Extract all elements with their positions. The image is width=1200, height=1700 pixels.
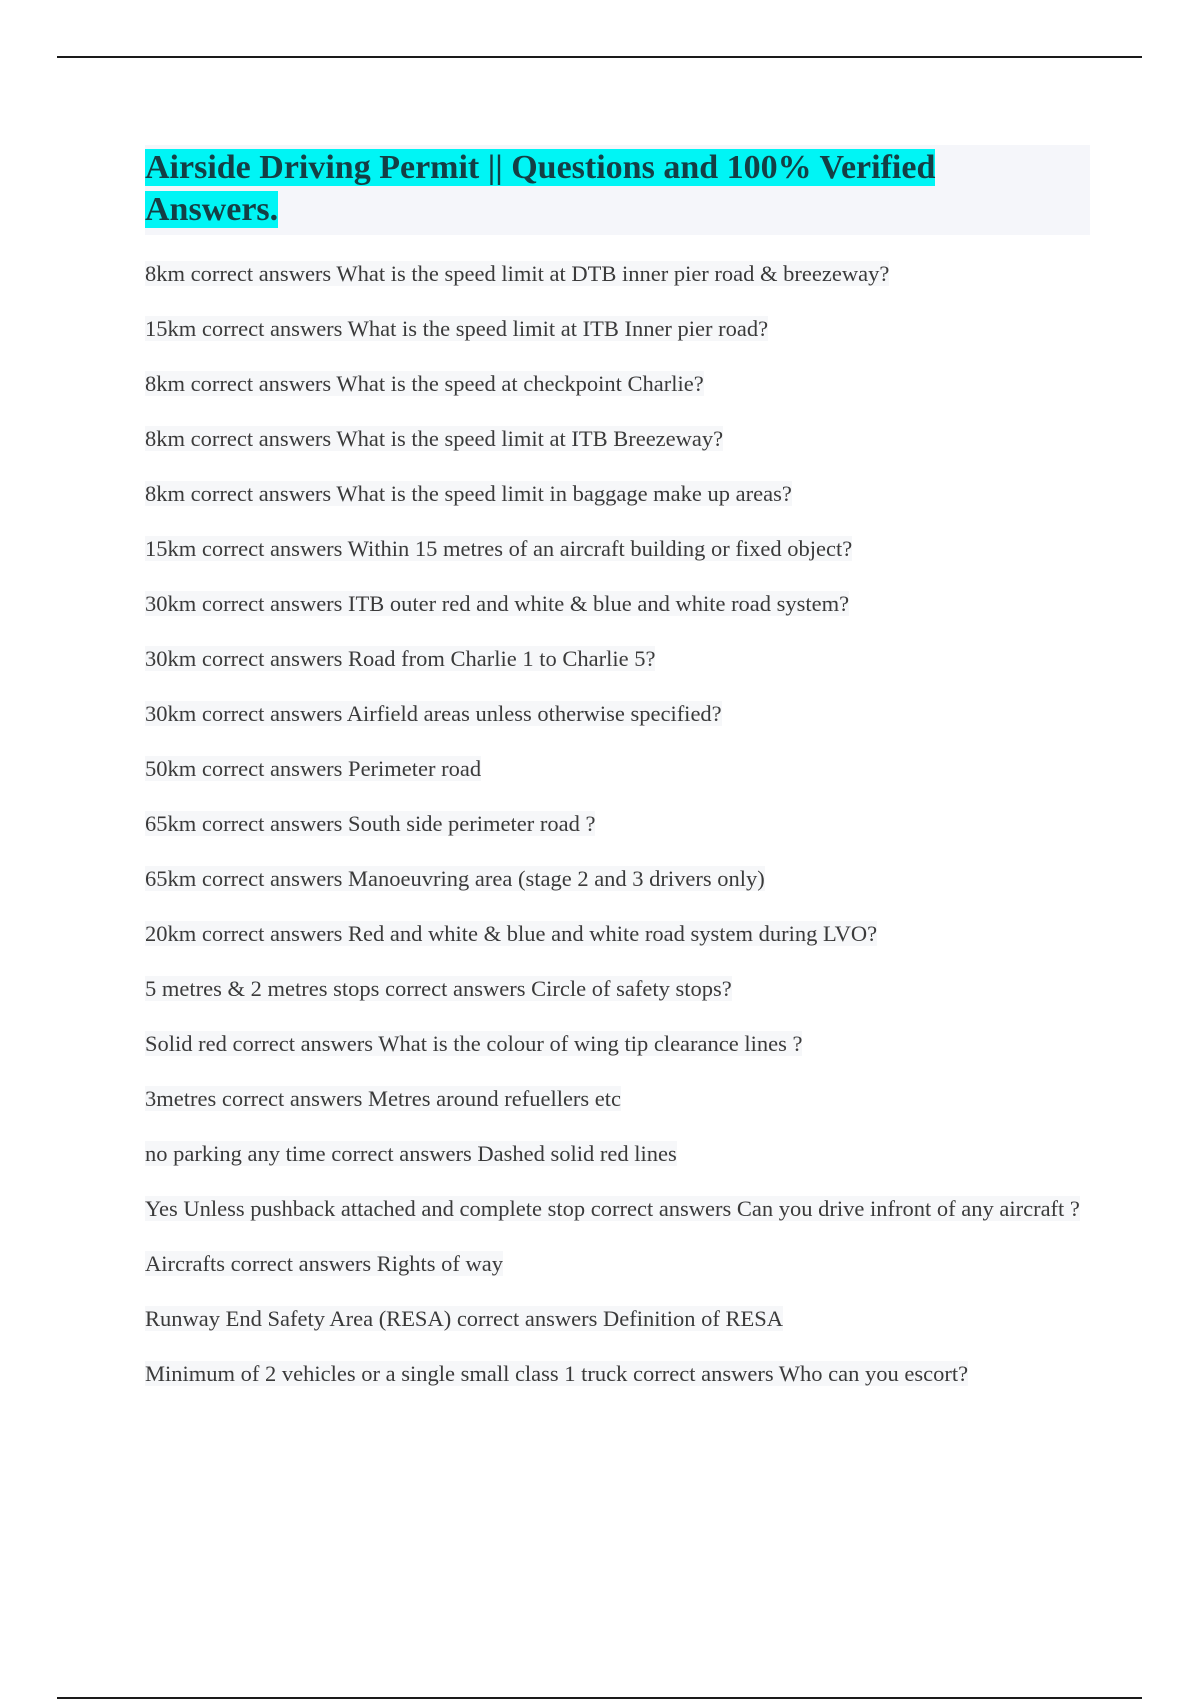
qa-item-text: 15km correct answers What is the speed limit at ITB Inner pier road? bbox=[145, 316, 769, 341]
title-block bbox=[145, 145, 1090, 235]
qa-item bbox=[145, 369, 1090, 398]
qa-item-text: Minimum of 2 vehicles or a single small class 1 truck correct answers Who can you escort? bbox=[145, 1361, 969, 1386]
qa-item bbox=[145, 479, 1090, 508]
qa-item bbox=[145, 1139, 1090, 1168]
qa-item bbox=[145, 644, 1090, 673]
qa-list bbox=[145, 259, 1090, 1388]
qa-item-text: 5 metres & 2 metres stops correct answers Circle of safety stops? bbox=[145, 976, 732, 1001]
qa-item-text: 65km correct answers Manoeuvring area (stage 2 and 3 drivers only) bbox=[145, 866, 765, 891]
qa-item bbox=[145, 919, 1090, 948]
qa-item bbox=[145, 974, 1090, 1003]
qa-item bbox=[145, 1304, 1090, 1333]
qa-item-text: 15km correct answers Within 15 metres of an aircraft building or fixed object? bbox=[145, 536, 853, 561]
qa-item bbox=[145, 1084, 1090, 1113]
qa-item bbox=[145, 1359, 1090, 1388]
qa-item bbox=[145, 1029, 1090, 1058]
qa-item bbox=[145, 1194, 1085, 1223]
document-title bbox=[145, 147, 1005, 231]
qa-item-text: Runway End Safety Area (RESA) correct answers Definition of RESA bbox=[145, 1306, 783, 1331]
qa-item bbox=[145, 864, 1090, 893]
qa-item bbox=[145, 424, 1090, 453]
qa-item-text: 8km correct answers What is the speed at checkpoint Charlie? bbox=[145, 371, 704, 396]
qa-item-text: Solid red correct answers What is the colour of wing tip clearance lines ? bbox=[145, 1031, 803, 1056]
document-body bbox=[145, 145, 1090, 1414]
qa-item-text: Yes Unless pushback attached and complete stop correct answers Can you drive infront of any aircraft ? bbox=[145, 1196, 1080, 1221]
qa-item-text: Aircrafts correct answers Rights of way bbox=[145, 1251, 504, 1276]
page-top-rule bbox=[57, 56, 1142, 58]
qa-item-text: 50km correct answers Perimeter road bbox=[145, 756, 482, 781]
qa-item-text: 65km correct answers South side perimeter road ? bbox=[145, 811, 596, 836]
qa-item-text: 30km correct answers Airfield areas unless otherwise specified? bbox=[145, 701, 722, 726]
qa-item-text: 20km correct answers Red and white & blue and white road system during LVO? bbox=[145, 921, 878, 946]
qa-item-text: 8km correct answers What is the speed limit at ITB Breezeway? bbox=[145, 426, 724, 451]
qa-item bbox=[145, 1249, 1090, 1278]
qa-item bbox=[145, 534, 1090, 563]
page-bottom-rule bbox=[57, 1697, 1142, 1699]
qa-item-text: no parking any time correct answers Dashed solid red lines bbox=[145, 1141, 677, 1166]
qa-item bbox=[145, 809, 1090, 838]
qa-item bbox=[145, 314, 1090, 343]
qa-item-text: 8km correct answers What is the speed limit in baggage make up areas? bbox=[145, 481, 792, 506]
qa-item-text: 8km correct answers What is the speed limit at DTB inner pier road & breezeway? bbox=[145, 261, 890, 286]
qa-item bbox=[145, 259, 1090, 288]
qa-item-text: 30km correct answers Road from Charlie 1 to Charlie 5? bbox=[145, 646, 656, 671]
qa-item-text: 30km correct answers ITB outer red and white & blue and white road system? bbox=[145, 591, 850, 616]
document-title-text: Airside Driving Permit || Questions and 100% Verified Answers. bbox=[145, 149, 936, 228]
qa-item bbox=[145, 754, 1090, 783]
qa-item bbox=[145, 699, 1090, 728]
qa-item bbox=[145, 589, 1090, 618]
qa-item-text: 3metres correct answers Metres around refuellers etc bbox=[145, 1086, 622, 1111]
